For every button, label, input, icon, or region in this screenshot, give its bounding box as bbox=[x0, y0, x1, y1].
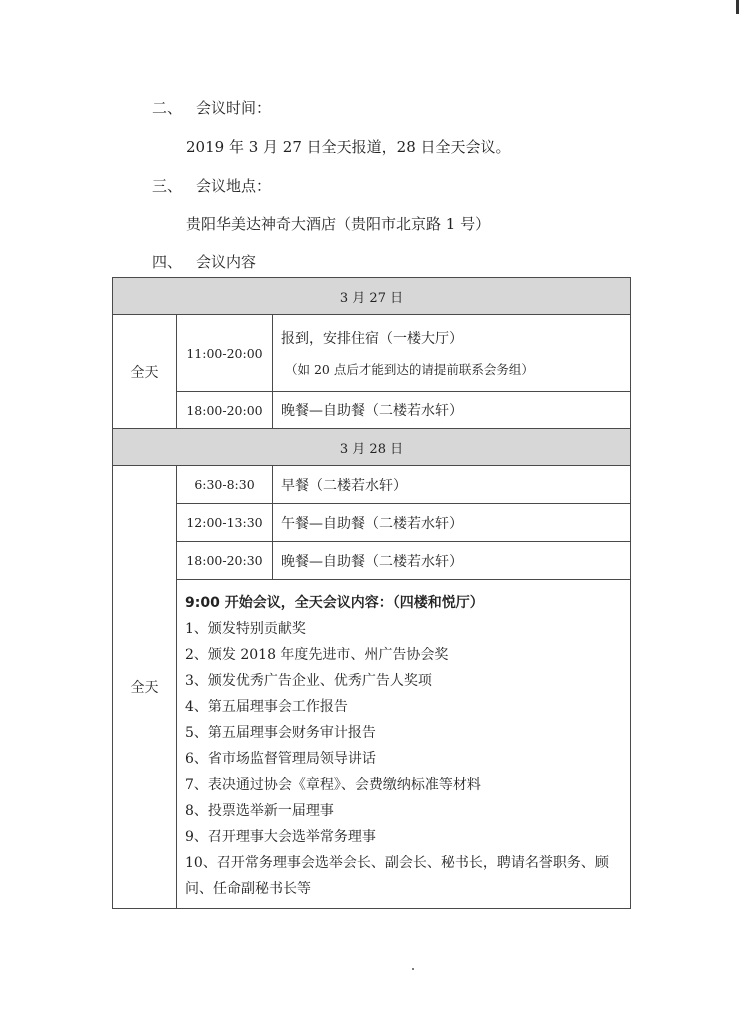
day2-row-lunch bbox=[113, 504, 631, 542]
day1-date: 3 月 27 日 bbox=[113, 278, 631, 315]
day1-row-checkin bbox=[113, 315, 631, 392]
scan-speck bbox=[412, 968, 414, 970]
section-content-heading bbox=[152, 251, 256, 272]
section-place-heading bbox=[152, 175, 271, 196]
schedule-time: 18:00-20:00 bbox=[177, 392, 273, 429]
activity-main: 报到，安排住宿（一楼大厅） bbox=[281, 331, 463, 347]
schedule-time: 12:00-13:30 bbox=[177, 504, 273, 542]
schedule-activity: 晚餐—自助餐（二楼若水轩） bbox=[273, 542, 631, 580]
section-number: 四、 bbox=[152, 253, 183, 271]
meeting-item: 8、投票选举新一届理事 bbox=[185, 803, 334, 819]
section-number: 二、 bbox=[152, 99, 183, 117]
schedule-activity: 晚餐—自助餐（二楼若水轩） bbox=[273, 392, 631, 429]
day2-row-dinner bbox=[113, 542, 631, 580]
schedule-activity bbox=[273, 315, 631, 392]
meeting-item: 4、第五届理事会工作报告 bbox=[185, 699, 348, 715]
meeting-item: 6、省市场监督管理局领导讲话 bbox=[185, 751, 376, 767]
day2-row-breakfast bbox=[113, 466, 631, 504]
meeting-title: 9:00 开始会议，全天会议内容：（四楼和悦厅） bbox=[185, 595, 484, 611]
day1-period: 全天 bbox=[113, 315, 177, 429]
schedule-time: 18:00-20:30 bbox=[177, 542, 273, 580]
meeting-time-text: 2019 年 3 月 27 日全天报道，28 日全天会议。 bbox=[186, 138, 511, 156]
schedule-activity: 午餐—自助餐（二楼若水轩） bbox=[273, 504, 631, 542]
meeting-item: 10、召开常务理事会选举会长、副会长、秘书长，聘请名誉职务、顾问、任命副秘书长等 bbox=[185, 855, 609, 897]
section-label: 会议时间： bbox=[196, 99, 272, 117]
schedule-time: 11:00-20:00 bbox=[177, 315, 273, 392]
activity-note: （如 20 点后才能到达的请提前联系会务组） bbox=[285, 362, 534, 377]
day1-row-dinner bbox=[113, 392, 631, 429]
schedule-activity: 早餐（二楼若水轩） bbox=[273, 466, 631, 504]
meeting-content bbox=[177, 580, 630, 908]
section-label: 会议内容 bbox=[196, 253, 257, 271]
schedule-time: 6:30-8:30 bbox=[177, 466, 273, 504]
meeting-cell bbox=[177, 580, 631, 909]
meeting-item: 3、颁发优秀广告企业、优秀广告人奖项 bbox=[185, 673, 432, 689]
meeting-item: 9、召开理事大会选举常务理事 bbox=[185, 829, 376, 845]
day2-row-meeting bbox=[113, 580, 631, 909]
section-label: 会议地点： bbox=[196, 177, 272, 195]
day2-date-row bbox=[113, 429, 631, 466]
meeting-place-text: 贵阳华美达神奇大酒店（贵阳市北京路 1 号） bbox=[186, 215, 491, 233]
meeting-item: 1、颁发特别贡献奖 bbox=[185, 621, 306, 637]
day2-date: 3 月 28 日 bbox=[113, 429, 631, 466]
agenda-table bbox=[112, 277, 631, 909]
section-number: 三、 bbox=[152, 177, 183, 195]
day2-period: 全天 bbox=[113, 466, 177, 909]
meeting-item: 2、颁发 2018 年度先进市、州广告协会奖 bbox=[185, 647, 449, 663]
scan-edge-mark bbox=[736, 0, 739, 14]
meeting-item: 5、第五届理事会财务审计报告 bbox=[185, 725, 376, 741]
section-time-heading bbox=[152, 97, 271, 118]
meeting-item: 7、表决通过协会《章程》、会费缴纳标准等材料 bbox=[185, 777, 481, 793]
day1-date-row bbox=[113, 278, 631, 315]
